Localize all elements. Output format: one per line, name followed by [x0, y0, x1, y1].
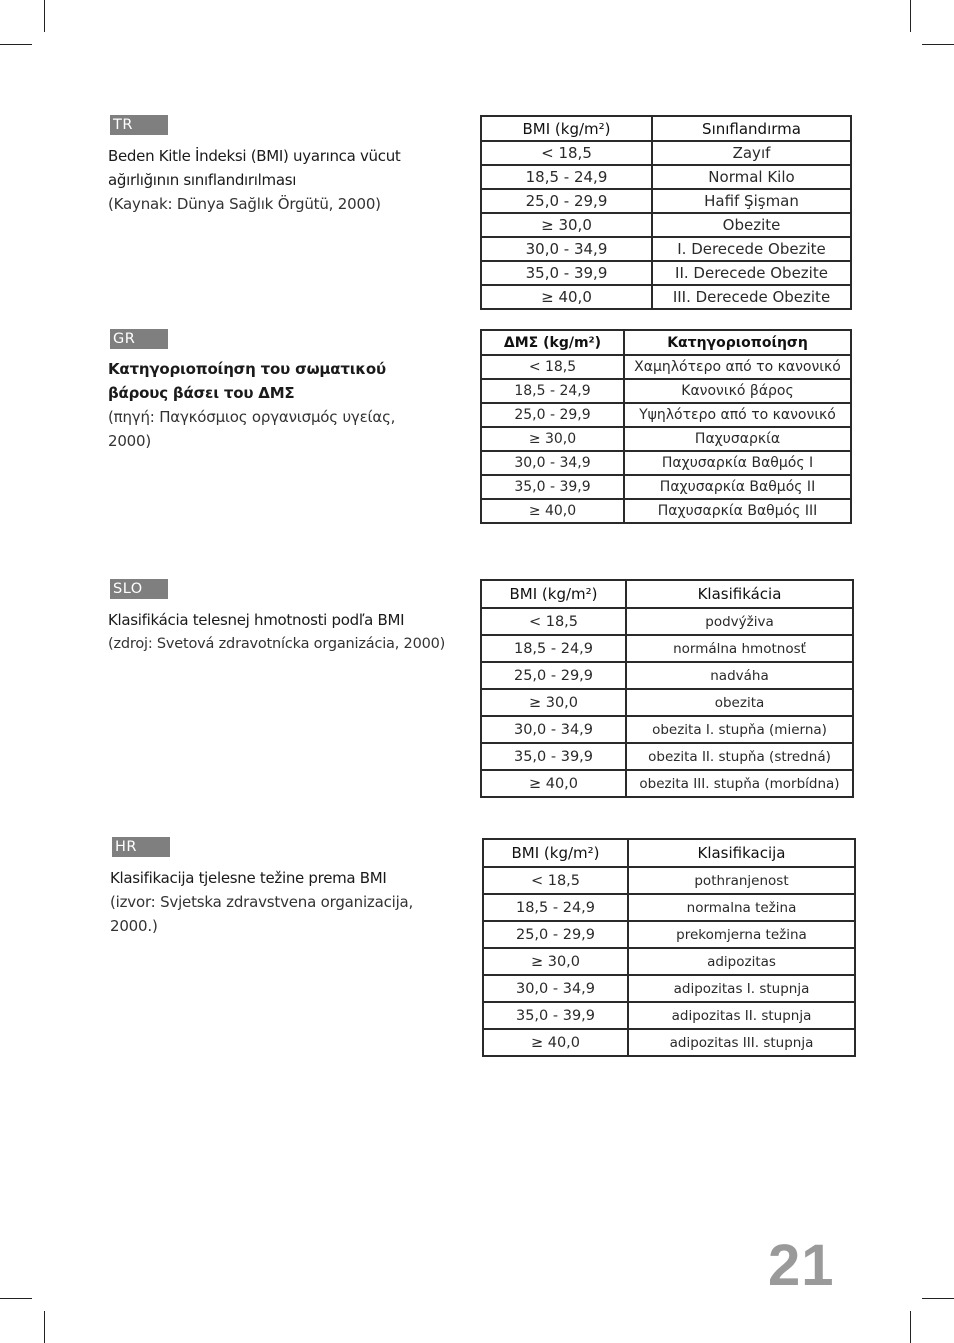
table-row [483, 894, 855, 921]
table-row [481, 635, 853, 662]
bmi-range-cell: 18,5 - 24,9 [481, 165, 652, 189]
bmi-range-cell: ≥ 40,0 [481, 499, 624, 523]
table-row [481, 237, 851, 261]
crop-mark [44, 1311, 45, 1343]
table-header-row [483, 839, 855, 867]
bmi-range-cell: < 18,5 [483, 867, 628, 894]
table-row [481, 716, 853, 743]
bmi-range-cell: 35,0 - 39,9 [483, 1002, 628, 1029]
table-row [481, 189, 851, 213]
bmi-range-cell: ≥ 30,0 [481, 427, 624, 451]
classification-cell: pothranjenost [628, 867, 855, 894]
crop-mark [0, 1298, 32, 1299]
table-row [481, 770, 853, 797]
table-header-row [481, 330, 851, 355]
table-row [483, 1002, 855, 1029]
bmi-range-cell: 35,0 - 39,9 [481, 743, 626, 770]
classification-cell: I. Derecede Obezite [652, 237, 851, 261]
classification-cell: Παχυσαρκία Βαθμός III [624, 499, 851, 523]
classification-cell: Χαμηλότερο από το κανονικό [624, 355, 851, 379]
bmi-range-cell: ≥ 40,0 [481, 770, 626, 797]
classification-cell: III. Derecede Obezite [652, 285, 851, 309]
table-row [481, 141, 851, 165]
table-row [481, 662, 853, 689]
column-header: Sınıflandırma [652, 116, 851, 141]
section-heading: Klasifikacija tjelesne težine prema BMI [110, 869, 387, 887]
bmi-range-cell: < 18,5 [481, 141, 652, 165]
table-row [481, 355, 851, 379]
bmi-range-cell: ≥ 40,0 [483, 1029, 628, 1056]
table-row [483, 975, 855, 1002]
classification-cell: obezita III. stupňa (morbídna) [626, 770, 853, 797]
section-source: (πηγή: Παγκόσμιος οργανισμός υγείας, 2000) [108, 408, 396, 450]
section-source: (Kaynak: Dünya Sağlık Örgütü, 2000) [108, 195, 381, 213]
table-row [481, 165, 851, 189]
bmi-range-cell: 25,0 - 29,9 [481, 662, 626, 689]
bmi-range-cell: ≥ 30,0 [481, 213, 652, 237]
classification-cell: adipozitas II. stupnja [628, 1002, 855, 1029]
column-header: Klasifikácia [626, 580, 853, 608]
bmi-range-cell: 18,5 - 24,9 [481, 635, 626, 662]
classification-cell: Υψηλότερο από το κανονικό [624, 403, 851, 427]
bmi-table [480, 115, 852, 310]
bmi-range-cell: 35,0 - 39,9 [481, 261, 652, 285]
bmi-range-cell: ≥ 30,0 [483, 948, 628, 975]
bmi-range-cell: 18,5 - 24,9 [483, 894, 628, 921]
bmi-range-cell: < 18,5 [481, 608, 626, 635]
table-row [481, 475, 851, 499]
crop-mark [910, 0, 911, 32]
bmi-range-cell: 25,0 - 29,9 [481, 403, 624, 427]
classification-cell: normálna hmotnosť [626, 635, 853, 662]
bmi-table [480, 579, 854, 798]
crop-mark [44, 0, 45, 32]
classification-cell: normalna težina [628, 894, 855, 921]
bmi-range-cell: ≥ 30,0 [481, 689, 626, 716]
bmi-range-cell: 25,0 - 29,9 [481, 189, 652, 213]
classification-cell: II. Derecede Obezite [652, 261, 851, 285]
column-header: BMI (kg/m²) [483, 839, 628, 867]
bmi-range-cell: < 18,5 [481, 355, 624, 379]
column-header: Klasifikacija [628, 839, 855, 867]
section-heading: Beden Kitle İndeksi (BMI) uyarınca vücut ağırlığının sınıflandırılması [108, 147, 401, 189]
language-badge: HR [112, 837, 170, 857]
section-heading: Klasifikácia telesnej hmotnosti podľa BMI [108, 611, 405, 629]
classification-cell: podvýživa [626, 608, 853, 635]
table-row [481, 743, 853, 770]
classification-cell: adipozitas III. stupnja [628, 1029, 855, 1056]
bmi-range-cell: 30,0 - 34,9 [481, 451, 624, 475]
section-source: (zdroj: Svetová zdravotnícka organizácia, 2000) [108, 636, 446, 652]
classification-cell: nadváha [626, 662, 853, 689]
crop-mark [0, 44, 32, 45]
language-badge: GR [110, 329, 168, 349]
bmi-range-cell: ≥ 40,0 [481, 285, 652, 309]
section-heading: Κατηγοριοποίηση του σωματικού βάρους βάσει του ΔΜΣ [108, 360, 386, 402]
table-row [483, 867, 855, 894]
classification-cell: Κανονικό βάρος [624, 379, 851, 403]
classification-cell: adipozitas I. stupnja [628, 975, 855, 1002]
table-header-row [481, 116, 851, 141]
column-header: ΔΜΣ (kg/m²) [481, 330, 624, 355]
classification-cell: Παχυσαρκία Βαθμός II [624, 475, 851, 499]
column-header: BMI (kg/m²) [481, 116, 652, 141]
classification-cell: Παχυσαρκία Βαθμός I [624, 451, 851, 475]
column-header: Κατηγοριοποίηση [624, 330, 851, 355]
table-header-row [481, 580, 853, 608]
bmi-range-cell: 18,5 - 24,9 [481, 379, 624, 403]
table-row [483, 948, 855, 975]
table-row [481, 379, 851, 403]
bmi-range-cell: 30,0 - 34,9 [481, 716, 626, 743]
bmi-table [480, 329, 852, 524]
crop-mark [910, 1311, 911, 1343]
table-row [481, 499, 851, 523]
bmi-range-cell: 30,0 - 34,9 [481, 237, 652, 261]
table-row [481, 427, 851, 451]
bmi-range-cell: 25,0 - 29,9 [483, 921, 628, 948]
crop-mark [922, 1298, 954, 1299]
bmi-range-cell: 30,0 - 34,9 [483, 975, 628, 1002]
classification-cell: Hafif Şişman [652, 189, 851, 213]
classification-cell: Zayıf [652, 141, 851, 165]
classification-cell: obezita [626, 689, 853, 716]
table-row [483, 921, 855, 948]
bmi-table [482, 838, 856, 1057]
table-row [483, 1029, 855, 1056]
classification-cell: Παχυσαρκία [624, 427, 851, 451]
table-row [481, 689, 853, 716]
classification-cell: adipozitas [628, 948, 855, 975]
table-row [481, 261, 851, 285]
table-row [481, 403, 851, 427]
classification-cell: obezita I. stupňa (mierna) [626, 716, 853, 743]
page-number: 21 [768, 1233, 835, 1298]
classification-cell: Normal Kilo [652, 165, 851, 189]
table-row [481, 451, 851, 475]
language-badge: TR [110, 115, 168, 135]
crop-mark [922, 44, 954, 45]
section-source: (izvor: Svjetska zdravstvena organizacija, 2000.) [110, 893, 414, 935]
table-row [481, 213, 851, 237]
classification-cell: obezita II. stupňa (stredná) [626, 743, 853, 770]
language-badge: SLO [110, 579, 168, 599]
column-header: BMI (kg/m²) [481, 580, 626, 608]
table-row [481, 608, 853, 635]
bmi-range-cell: 35,0 - 39,9 [481, 475, 624, 499]
classification-cell: prekomjerna težina [628, 921, 855, 948]
table-row [481, 285, 851, 309]
classification-cell: Obezite [652, 213, 851, 237]
